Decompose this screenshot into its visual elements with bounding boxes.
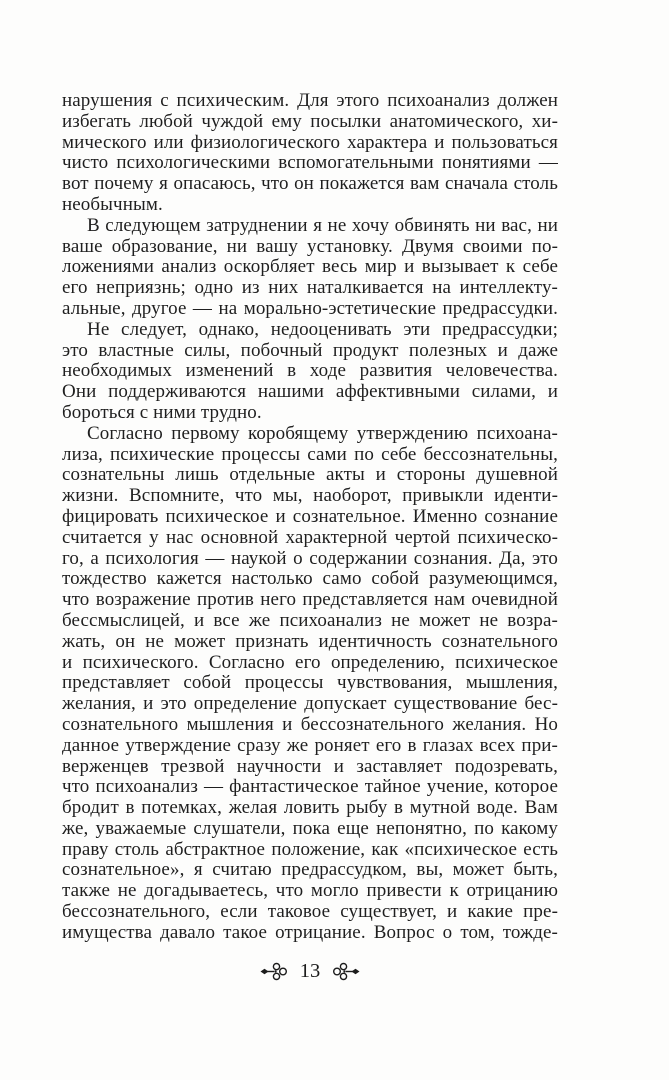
text-line: необходимых изменений в ходе развития человечества. [62,360,558,382]
text-line: ложениями анализ оскорбляет весь мир и вызывает к себе [62,256,558,278]
fleuron-left-icon [260,962,287,981]
text-line: бороться с ними трудно. [62,401,262,423]
text-line: Не следует, однако, недооценивать эти предрассудки; [87,318,558,340]
text-line: верженцев трезвой научности и заставляет подозревать, [62,755,558,777]
text-line: сознательного мышления и бессознательного желания. Но [62,713,558,735]
text-line: жизни. Вспомните, что мы, наоборот, привыкли иденти- [62,485,558,507]
text-line: это властные силы, побочный продукт полезных и даже [62,339,558,361]
text-line: фицировать психическое и сознательное. Именно сознание [62,505,558,527]
text-line: бессознательного, если таковое существует, и какие пре- [62,901,558,923]
text-line: нарушения с психическим. Для этого психоанализ должен [62,90,558,111]
text-line: и психического. Согласно его определению, психическое [62,651,558,673]
text-line: сознательны лишь отдельные акты и стороны душевной [62,464,558,486]
text-line: Согласно первому коробящему утверждению психоана- [87,422,558,444]
text-line: мического или физиологического характера и пользоваться [62,131,558,153]
text-line: лиза, психические процессы сами по себе бессознательны, [62,443,558,465]
text-line: представляет собой процессы чувствования, мышления, [62,672,558,694]
text-line: жать, он не может признать идентичность сознательного [62,630,558,652]
text-line: что психоанализ — фантастическое тайное учение, которое [62,776,558,798]
text-line: что возражение против него представляется нам очевидной [62,589,558,611]
text-block [62,91,558,944]
text-line: альные, другое — на морально-эстетические предрассудки. [62,297,558,319]
text-line: праву столь абстрактное положение, как «психическое есть [62,838,558,860]
text-line: данное утверждение сразу же роняет его в глазах всех при- [62,734,558,756]
page-footer [62,957,558,985]
text-line: тождество кажется настолько само собой разумеющимся, [62,568,558,590]
paragraph [62,216,558,320]
text-line: вот почему я опасаюсь, что он покажется вам сначала столь [62,173,558,195]
text-line: бессмыслицей, и все же психоанализ не может не возра- [62,609,558,631]
text-line: В следующем затруднении я не хочу обвинять ни вас, ни [87,214,558,236]
text-line: необычным. [62,193,163,215]
text-line: же, уважаемые слушатели, пока еще непонятно, по какому [62,817,558,839]
text-line: ваше образование, ни вашу установку. Двумя своими по- [62,235,558,257]
paragraph [62,424,558,944]
text-line: имущества давало такое отрицание. Вопрос о том, тожде- [62,921,558,943]
text-line: бродит в потемках, желая ловить рыбу в мутной воде. Вам [62,797,558,819]
text-line: го, а психология — наукой о содержании сознания. Да, это [62,547,558,569]
text-line: избегать любой чуждой ему посылки анатомического, хи- [62,110,558,132]
text-line: Они поддерживаются нашими аффективными силами, и [62,381,558,403]
paragraph [62,320,558,424]
page-number: 13 [299,960,321,982]
fleuron-right-icon [333,962,360,981]
text-line: его неприязнь; одно из них наталкивается на интеллекту- [62,277,558,299]
text-line: также не догадываетесь, что могло привести к отрицанию [62,880,558,902]
text-line: желания, и это определение допускает существование бес- [62,693,558,715]
text-line: чисто психологическими вспомогательными понятиями — [62,152,558,174]
text-line: сознательное», я считаю предрассудком, вы, может быть, [62,859,558,881]
paragraph [62,91,558,216]
text-line: считается у нас основной характерной чертой психическо- [62,526,558,548]
